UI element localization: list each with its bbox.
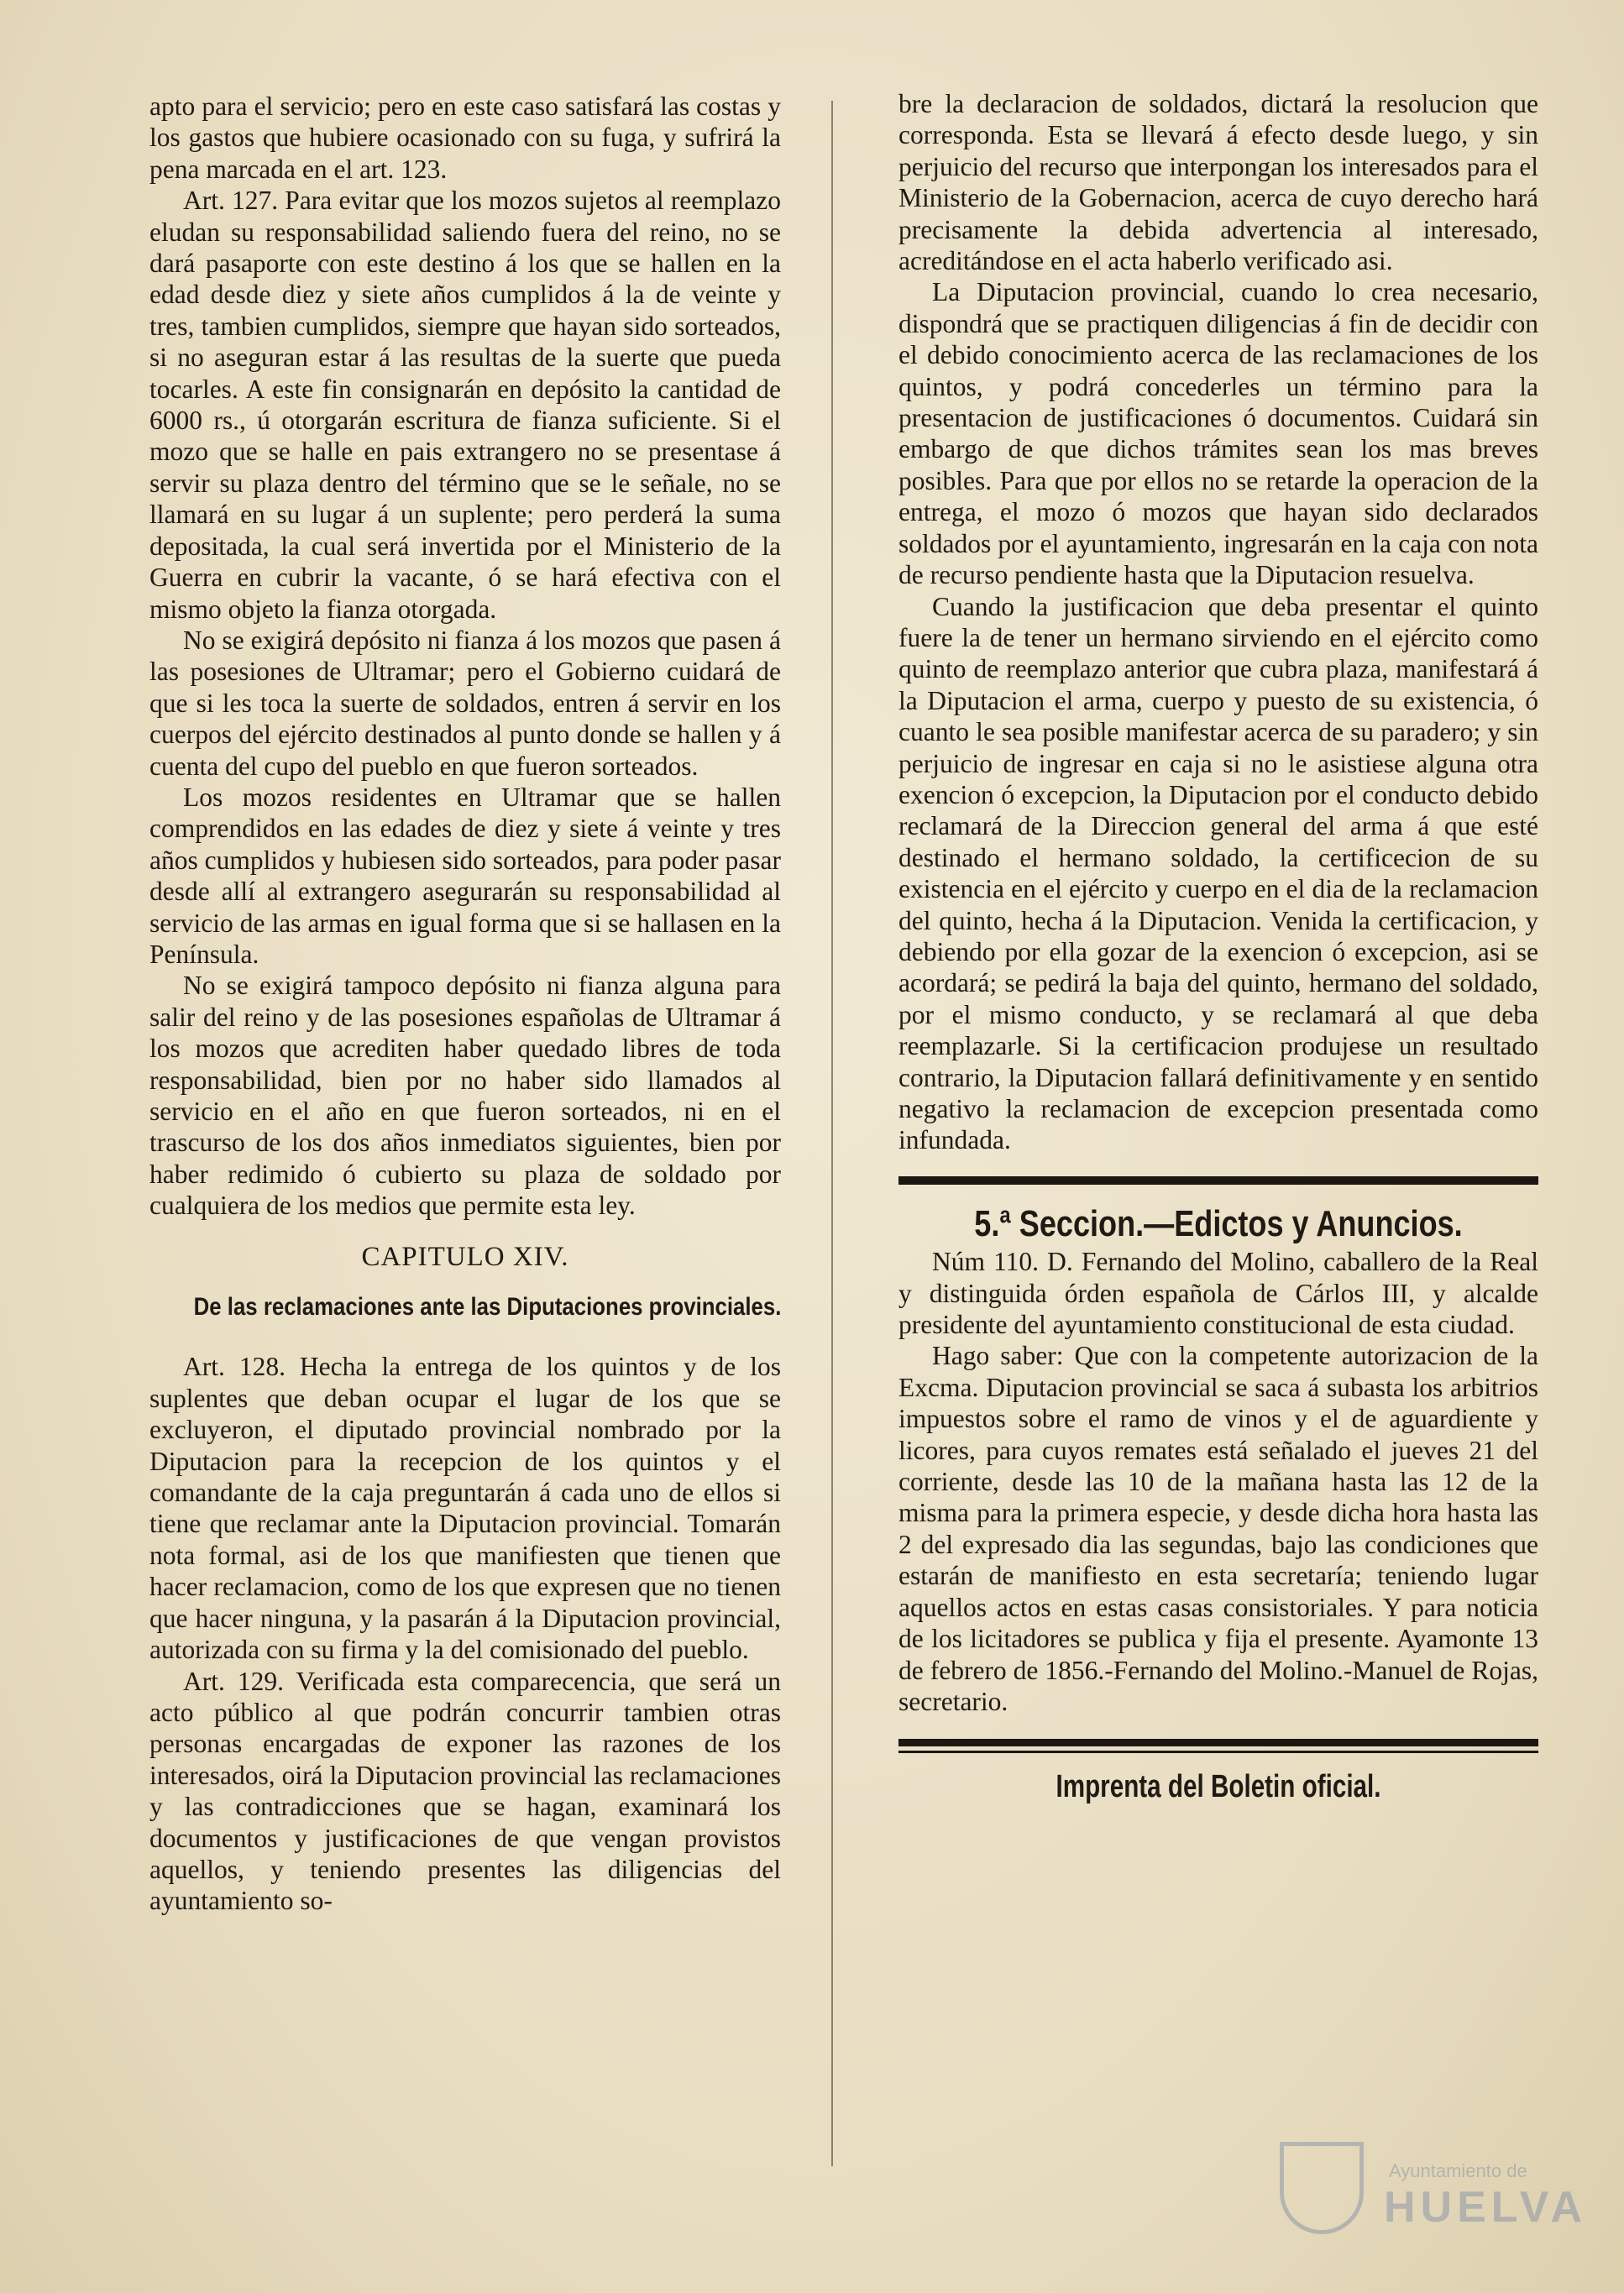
left-column (149, 91, 781, 1917)
article-127: Art. 127. Para evitar que los mozos sujetos al reemplazo eludan su responsabilidad saliendo fuera del reino, no se dará pasaporte con este destino á los que se hallen en la edad desde diez y siete años cumplidos á la de veinte y tres, tambien cumplidos, siempre que hayan sido sorteados, si no aseguran estar á las resultas de la suerte que pueda tocarles. A este fin consignarán en depósito la cantidad de 6000 rs., ú otorgarán escritura de fianza suficiente. Si el mozo que se halle en pais extrangero no se presentase á servir su plaza dentro del término que se le señale, no se llamará en su lugar á un suplente; pero perderá la suma depositada, la cual será invertida por el Ministerio de la Guerra en cubrir la vacante, ó se hará efectiva con el mismo objeto la fianza otorgada. (149, 186, 781, 624)
section-divider (898, 1176, 1538, 1185)
paragraph: La Diputacion provincial, cuando lo crea necesario, dispondrá que se practiquen diligencias á fin de decidir con el debido conocimiento acerca de las reclamaciones de los quintos, y podrá concederles un término para la presentacion de justificaciones ó documentos. Cuidará sin embargo de que dichos trámites sean los mas breves posibles. Para que por ellos no se retarde la operacion de la entrega, el mozo ó mozos que hayan sido declarados soldados por el ayuntamiento, ingresarán en la caja con nota de recurso pendiente hasta que la Diputacion resuelva. (898, 277, 1538, 590)
printer-divider (898, 1739, 1538, 1753)
paragraph: bre la declaracion de soldados, dictará la resolucion que corresponda. Esta se llevará á efecto desde luego, y sin perjuicio del recurso que interpongan los interesados para el Ministerio de la Gobernacion, acerca de cuyo derecho hará precisamente la debida advertencia al interesado, acreditándose en el acta haberlo verificado asi. (898, 89, 1538, 276)
watermark-logo (1280, 2142, 1588, 2234)
paragraph: Cuando la justificacion que deba presentar el quinto fuere la de tener un hermano sirviendo en el ejército como quinto de reemplazo anterior que cubra plaza, manifestará á la Diputacion el arma, cuerpo y puesto de su existencia, ó cuanto le sea posible manifestar acerca de su paradero; y sin perjuicio de ingresar en caja si no le asistiese alguna otra exencion ó excepcion, la Diputacion por el conducto debido reclamará de la Direccion general del arma á que esté destinado el hermano soldado, la certificecion de su existencia en el ejército y cuerpo en el dia de la reclamacion del quinto, hecha á la Diputacion. Venida la certificacion, y debiendo por ella gozar de la exencion ó excepcion, asi se acordará; se pedirá la baja del quinto, hermano del soldado, por el mismo conducto, y se reclamará al que deba reemplazarle. Si la certificacion produjese un resultado contrario, la Diputacion fallará definitivamente y en sentido negativo la reclamacion de excepcion presentada como infundada. (898, 591, 1538, 1155)
article-128: Art. 128. Hecha la entrega de los quintos y de los suplentes que deban ocupar el lugar de los que se excluyeron, el diputado provincial nombrado por la Diputacion para la recepcion de los quintos y el comandante de la caja preguntarán á cada uno de ellos si tiene que reclamar ante la Diputacion provincial. Tomarán nota formal, asi de los que manifiesten que tienen que hacer reclamacion, como de los que expresen que no tienen que hacer ninguna, y la pasarán á la Diputacion provincial, autorizada con su firma y la del comisionado del pueblo. (149, 1352, 781, 1665)
paragraph: No se exigirá tampoco depósito ni fianza alguna para salir del reino y de las posesiones españolas de Ultramar á los mozos que acrediten haber quedado libres de toda responsabilidad, bien por no haber sido llamados al servicio en el año en que fueron sorteados, ni en el trascurso de los dos años inmediatos siguientes, bien por haber redimido ó cubierto su plaza de soldado por cualquiera de los medios que permite esta ley. (149, 971, 781, 1221)
paragraph: Los mozos residentes en Ultramar que se hallen comprendidos en las edades de diez y siete á veinte y tres años cumplidos y hubiesen sido sorteados, para poder pasar desde allí al extrangero asegurarán su responsabilidad al servicio de las armas en igual forma que si se hallasen en la Península. (149, 782, 781, 969)
edict-body: Hago saber: Que con la competente autorizacion de la Excma. Diputacion provincial se saca á subasta los arbitrios impuestos sobre el ramo de vinos y el de aguardiente y licores, para cuyos remates está señalado el jueves 21 del corriente, desde las 10 de la mañana hasta las 12 de la misma para la primera especie, y desde dicha hora hasta las 2 del expresado dia las segundas, bajo las condiciones que estarán de manifiesto en esta secretaría; teniendo lugar aquellos actos en estas casas consistoriales. Y para noticia de los licitadores se publica y fija el presente. Ayamonte 13 de febrero de 1856.-Fernando del Molino.-Manuel de Rojas, secretario. (898, 1341, 1538, 1716)
chapter-title: CAPITULO XIV. (361, 1241, 569, 1272)
edict-intro: Núm 110. D. Fernando del Molino, caballero de la Real y distinguida órden española de Cárlos III, y alcalde presidente del ayuntamiento constitucional de esta ciudad. (898, 1247, 1538, 1340)
paragraph: No se exigirá depósito ni fianza á los mozos que pasen á las posesiones de Ultramar; pero el Gobierno cuidará de que si les toca la suerte de soldados, entren á servir en los cuerpos del ejército destinados al punto donde se hallen y á cuenta del cupo del pueblo en que fueron sorteados. (149, 625, 781, 781)
column-divider (831, 101, 833, 2166)
shield-icon (1280, 2142, 1364, 2234)
paragraph: apto para el servicio; pero en este caso satisfará las costas y los gastos que hubiere ocasionado con su fuga, y sufrirá la pena marcada en el art. 123. (149, 92, 781, 184)
watermark-line1: Ayuntamiento de (1389, 2160, 1527, 2181)
printer-credit: Imprenta del Boletin oficial. (1056, 1769, 1381, 1805)
article-129: Art. 129. Verificada esta comparecencia, que será un acto público al que podrán concurrir tambien otras personas encargadas de exponer las razones de los interesados, oirá la Diputacion provincial las reclamaciones y las contradicciones que se hagan, examinará los documentos y justificaciones de que vengan provistos aquellos, y teniendo presentes las diligencias del ayuntamiento so- (149, 1666, 781, 1916)
chapter-subtitle: De las reclamaciones ante las Diputaciones provinciales. (193, 1293, 782, 1322)
section-title: 5.ª Seccion.—Edictos y Anuncios. (974, 1202, 1463, 1244)
watermark-line2: HUELVA (1384, 2183, 1588, 2232)
right-column (898, 88, 1538, 1804)
